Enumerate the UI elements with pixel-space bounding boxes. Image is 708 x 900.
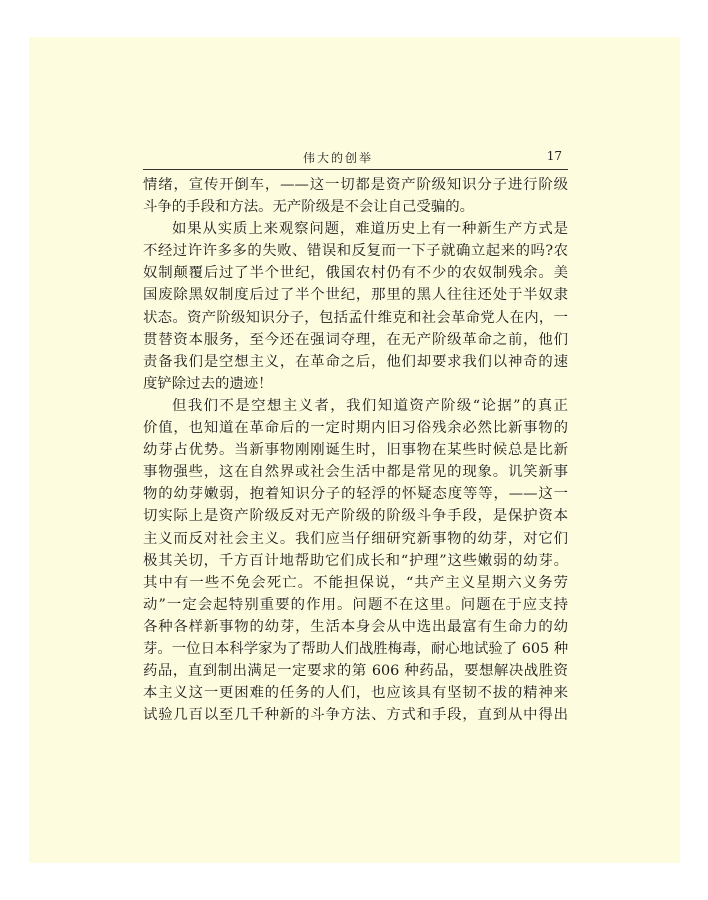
body-text [143, 174, 568, 726]
text-line: 芽。一位日本科学家为了帮助人们战胜梅毒，耐心地试验了 605 种 [143, 640, 568, 657]
text-line: 国废除黑奴制度后过了半个世纪，那里的黑人往往还处于半奴隶 [143, 287, 568, 304]
text-line: 切实际上是资产阶级反对无产阶级的阶级斗争手段，是保护资本 [143, 508, 568, 525]
text-line: 如果从实质上来观察问题，难道历史上有一种新生产方式是 [172, 221, 568, 238]
text-line: 其中有一些不免会死亡。不能担保说，“共产主义星期六义务劳 [143, 574, 568, 591]
text-line: 试验几百以至几千种新的斗争方法、方式和手段，直到从中得出 [143, 707, 568, 724]
text-line: 贯替资本服务，至今还在强词夺理，在无产阶级革命之前，他们 [143, 331, 568, 348]
text-line: 斗争的手段和方法。无产阶级是不会让自己受骗的。 [143, 199, 474, 216]
running-title: 伟大的创举 [303, 151, 374, 165]
text-line: 主义而反对社会主义。我们应当仔细研究新事物的幼芽，对它们 [143, 530, 568, 547]
text-line: 各种各样新事物的幼芽，生活本身会从中选出最富有生命力的幼 [143, 618, 568, 635]
text-line: 极其关切，千方百计地帮助它们成长和“护理”这些嫩弱的幼芽。 [143, 552, 568, 569]
text-line: 事物强些，这在自然界或社会生活中都是常见的现象。讥笑新事 [143, 464, 568, 481]
text-line: 幼芽占优势。当新事物刚刚诞生时，旧事物在某些时候总是比新 [143, 442, 568, 459]
text-line: 状态。资产阶级知识分子，包括孟什维克和社会革命党人在内，一 [143, 309, 568, 326]
text-line: 动”一定会起特别重要的作用。问题不在这里。问题在于应支持 [143, 596, 568, 613]
text-line: 度铲除过去的遗迹！ [143, 375, 273, 392]
text-line: 本主义这一更困难的任务的人们，也应该具有坚韧不拔的精神来 [143, 685, 568, 702]
page-number: 17 [546, 149, 562, 163]
text-line: 责备我们是空想主义，在革命之后，他们却要求我们以神奇的速 [143, 353, 568, 370]
text-line: 价值，也知道在革命后的一定时期内旧习俗残余必然比新事物的 [143, 420, 568, 437]
text-line: 情绪，宣传开倒车，——这一切都是资产阶级知识分子进行阶级 [143, 177, 568, 193]
text-line: 奴制颠覆后过了半个世纪，俄国农村仍有不少的农奴制残余。美 [143, 265, 568, 282]
text-line: 物的幼芽嫩弱，抱着知识分子的轻浮的怀疑态度等等，——这一 [143, 486, 568, 503]
text-line: 药品，直到制出满足一定要求的第 606 种药品，要想解决战胜资 [143, 663, 568, 680]
text-line: 但我们不是空想主义者，我们知道资产阶级“论据”的真正 [172, 397, 568, 414]
text-line: 不经过许许多多的失败、错误和反复而一下子就确立起来的吗?农 [143, 243, 568, 260]
page-header [143, 147, 568, 170]
